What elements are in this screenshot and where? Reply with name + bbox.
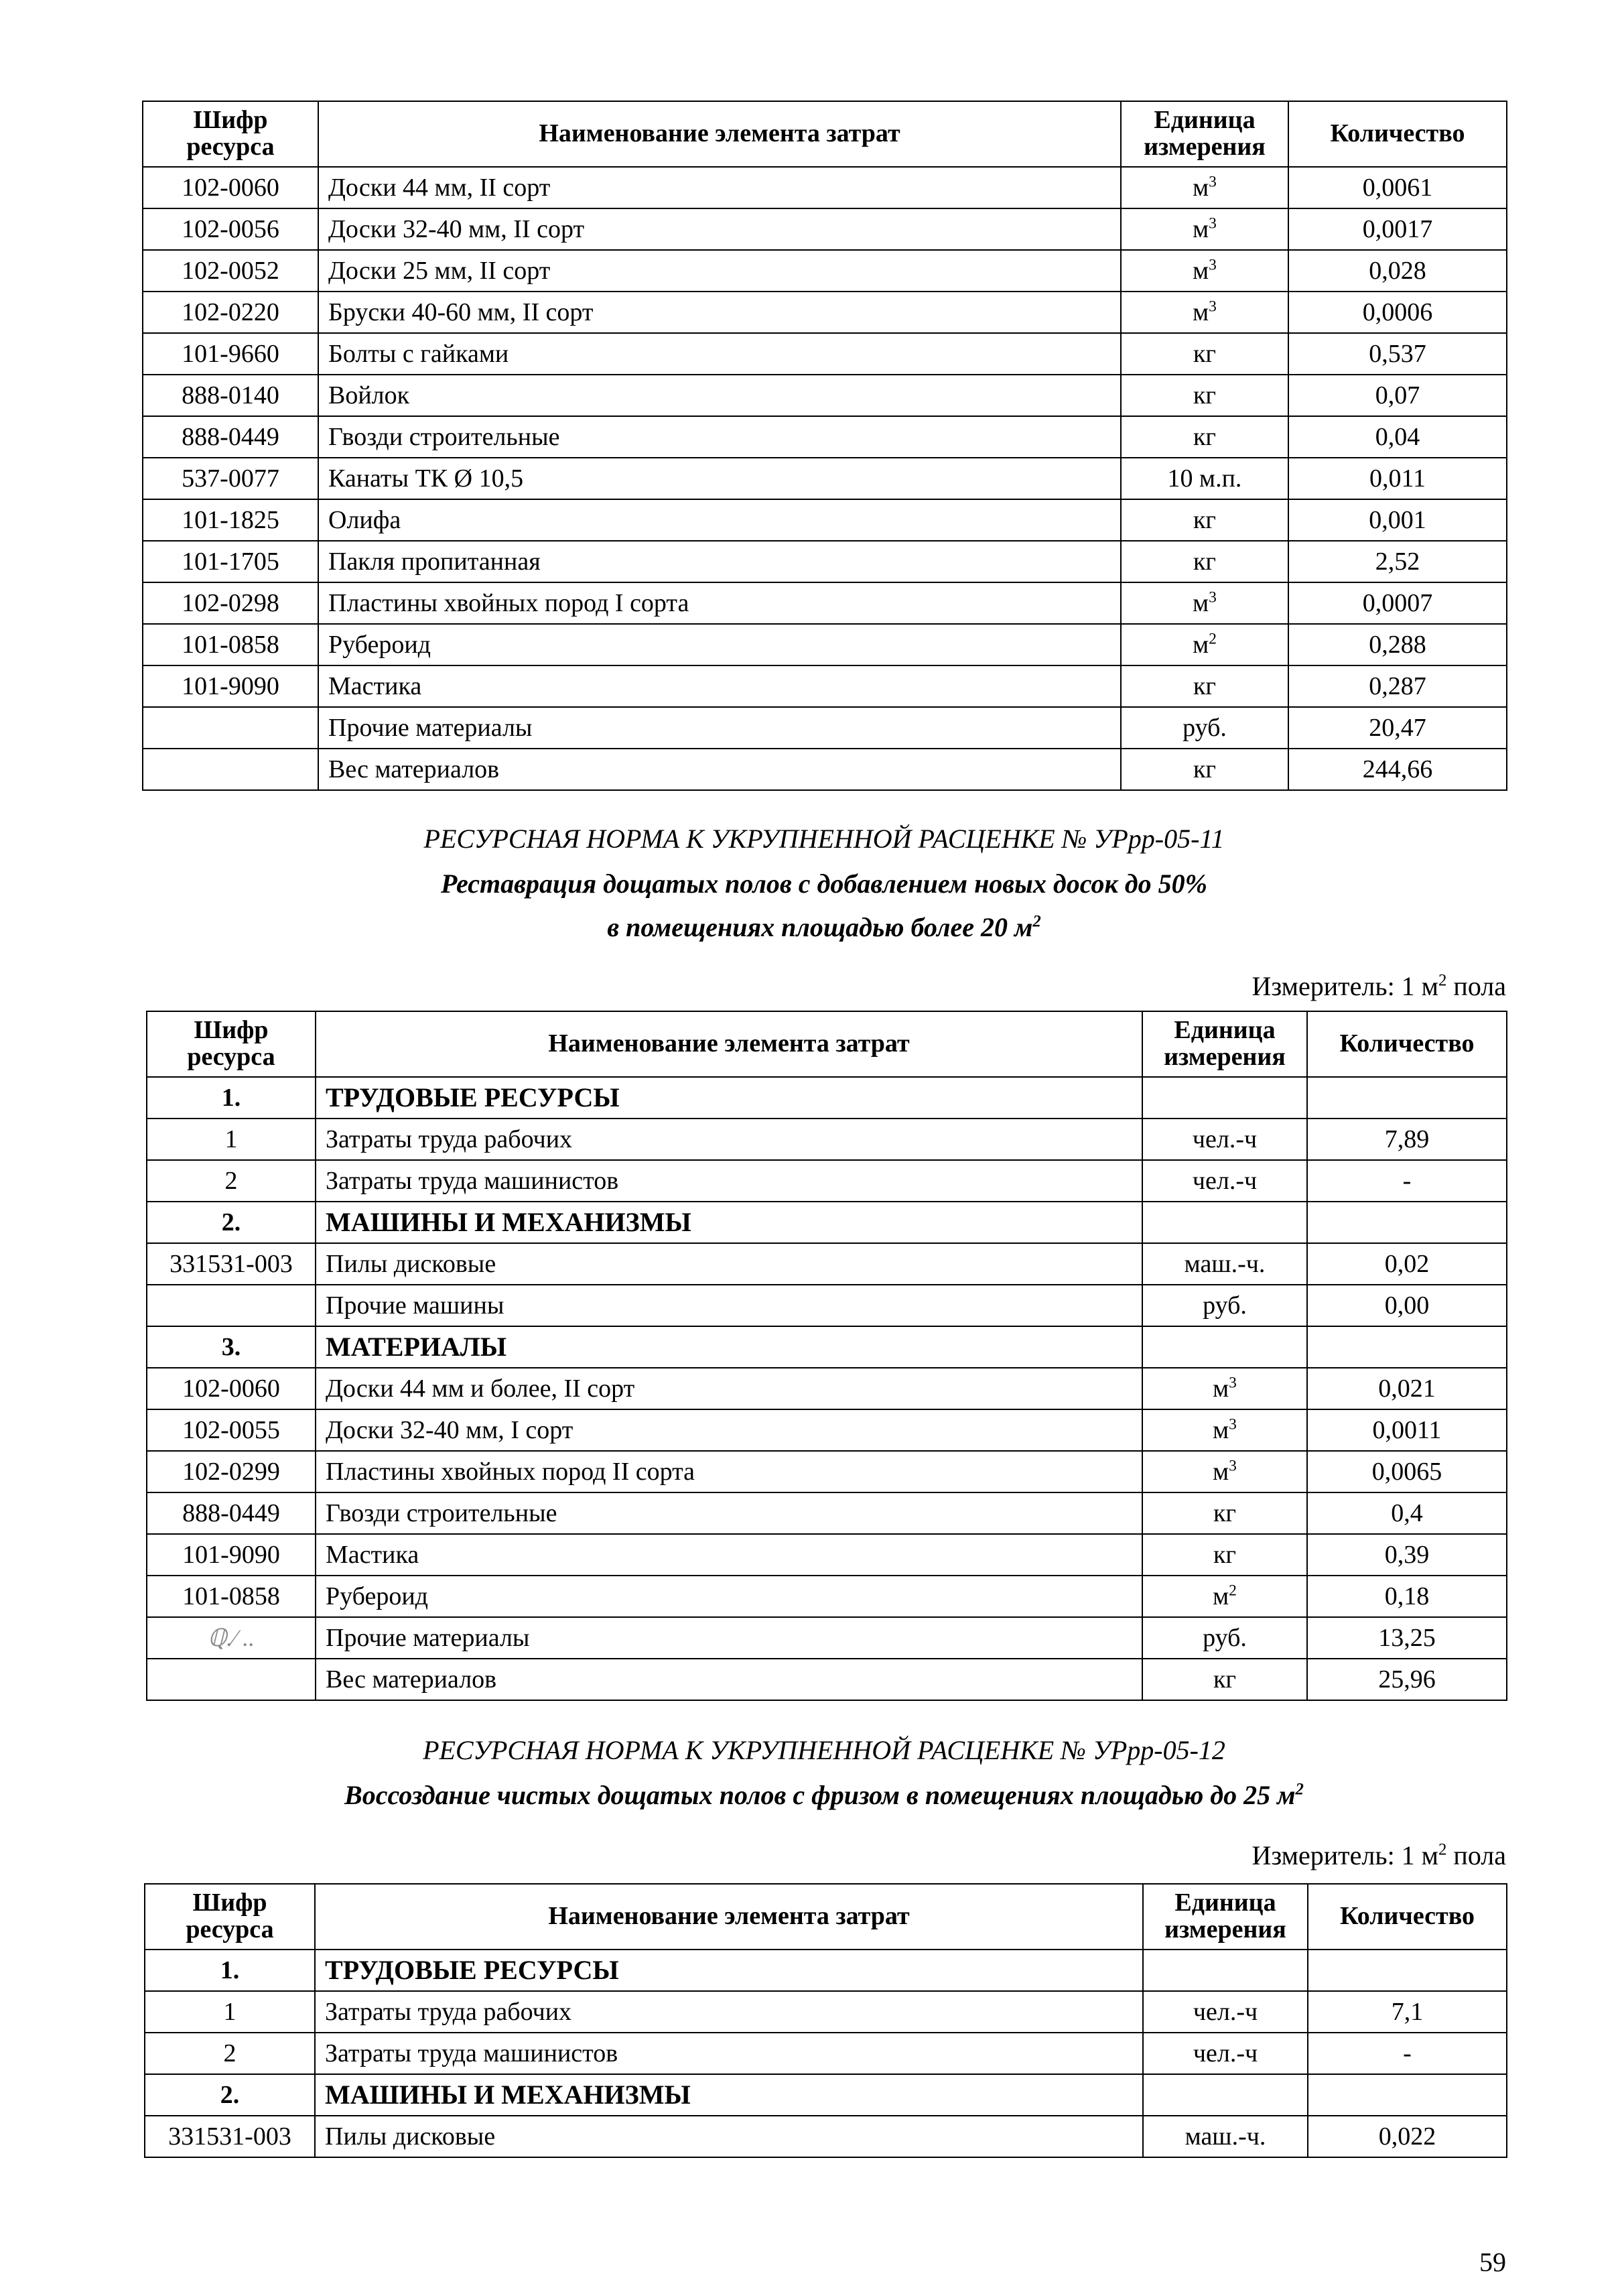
- section-row: [145, 2074, 1507, 2116]
- cell-qty: 0,0017: [1288, 208, 1507, 250]
- cell-qty: 13,25: [1307, 1617, 1507, 1659]
- table-row: [143, 541, 1507, 582]
- table-body: [143, 167, 1507, 790]
- cell-name: Вес материалов: [316, 1659, 1142, 1700]
- cell-code: 537-0077: [143, 458, 318, 499]
- table-body: [147, 1077, 1507, 1700]
- cell-code: [147, 1285, 316, 1326]
- cell-code: 101-9090: [143, 665, 318, 707]
- cell-code: 102-0052: [143, 250, 318, 292]
- table-row: [143, 375, 1507, 416]
- cell-unit: [1142, 1326, 1307, 1368]
- cell-code: 1.: [147, 1077, 316, 1119]
- table-row: [145, 2033, 1507, 2074]
- cell-unit: $м^3$: [1121, 582, 1288, 624]
- cell-unit: чел.-ч: [1142, 1160, 1307, 1202]
- cell-name: Доски 44 мм и более, II сорт: [316, 1368, 1142, 1409]
- cell-name: Прочие материалы: [316, 1617, 1142, 1659]
- table-row: [145, 2116, 1507, 2157]
- measurement-unit: Измеритель: 1 $м^2$ пола: [1252, 1840, 1506, 1870]
- table-row: [147, 1492, 1507, 1534]
- cell-name: Олифа: [318, 499, 1121, 541]
- cell-unit: кг: [1121, 416, 1288, 458]
- cell-qty: 0,0065: [1307, 1451, 1507, 1492]
- cell-code: 331531-003: [145, 2116, 315, 2157]
- cell-code: 101-0858: [143, 624, 318, 665]
- table-row: [143, 250, 1507, 292]
- cell-name: МАШИНЫ И МЕХАНИЗМЫ: [315, 2074, 1143, 2116]
- cell-code: 3.: [147, 1326, 316, 1368]
- cell-qty: 0,39: [1307, 1534, 1507, 1576]
- cell-qty: 0,07: [1288, 375, 1507, 416]
- cell-qty: 0,028: [1288, 250, 1507, 292]
- table-row: [143, 292, 1507, 333]
- cell-qty: 0,4: [1307, 1492, 1507, 1534]
- cell-name: Мастика: [316, 1534, 1142, 1576]
- cell-code: 102-0060: [147, 1368, 316, 1409]
- cell-name: Доски 32-40 мм, I сорт: [316, 1409, 1142, 1451]
- cell-unit: руб.: [1121, 707, 1288, 749]
- table-row: [147, 1243, 1507, 1285]
- cell-code: 102-0299: [147, 1451, 316, 1492]
- cell-qty: 244,66: [1288, 749, 1507, 790]
- cell-code: 101-9660: [143, 333, 318, 375]
- cell-code: 1.: [145, 1950, 315, 1991]
- norm-title-line-2: в помещениях площадью более 20 $м^2$: [607, 912, 1041, 942]
- cell-qty: 25,96: [1307, 1659, 1507, 1700]
- cell-unit: $м^3$: [1121, 250, 1288, 292]
- header-qty: Количество: [1307, 1011, 1507, 1077]
- cell-unit: кг: [1142, 1659, 1307, 1700]
- cell-qty: 0,001: [1288, 499, 1507, 541]
- section-row: [147, 1077, 1507, 1119]
- cell-name: Пластины хвойных пород I сорта: [318, 582, 1121, 624]
- resource-norm-heading: РЕСУРСНАЯ НОРМА К УКРУПНЕННОЙ РАСЦЕНКЕ № УРрр-05-11: [423, 824, 1225, 854]
- table-row: [143, 665, 1507, 707]
- cell-code: 102-0220: [143, 292, 318, 333]
- table-row: [145, 1991, 1507, 2033]
- cell-unit: [1143, 1950, 1308, 1991]
- cell-code: 888-0449: [147, 1492, 316, 1534]
- header-name: Наименование элемента затрат: [318, 101, 1121, 167]
- cell-qty: -: [1307, 1160, 1507, 1202]
- table-body: [145, 1950, 1507, 2157]
- table-row: [143, 707, 1507, 749]
- cell-unit: чел.-ч: [1143, 2033, 1308, 2074]
- cell-unit: $м^3$: [1121, 292, 1288, 333]
- cell-unit: кг: [1142, 1534, 1307, 1576]
- cell-unit: кг: [1142, 1492, 1307, 1534]
- cell-unit: кг: [1121, 333, 1288, 375]
- table-row: [147, 1576, 1507, 1617]
- cell-unit: кг: [1121, 665, 1288, 707]
- materials-table-continued: [142, 101, 1507, 791]
- cell-qty: 0,0006: [1288, 292, 1507, 333]
- section-row: [147, 1202, 1507, 1243]
- cell-code: 888-0140: [143, 375, 318, 416]
- cell-qty: 0,0007: [1288, 582, 1507, 624]
- cell-code: 1: [145, 1991, 315, 2033]
- cell-unit: $м^3$: [1142, 1368, 1307, 1409]
- cell-code: [143, 749, 318, 790]
- cell-unit: $м^2$: [1142, 1576, 1307, 1617]
- table-row: [143, 333, 1507, 375]
- cell-unit: руб.: [1142, 1617, 1307, 1659]
- cell-qty: 0,18: [1307, 1576, 1507, 1617]
- cell-code: 102-0056: [143, 208, 318, 250]
- header-code: Шифр ресурса: [145, 1884, 315, 1950]
- resource-norm-table-05-12: [144, 1883, 1507, 2158]
- cell-name: Гвозди строительные: [318, 416, 1121, 458]
- cell-qty: [1307, 1326, 1507, 1368]
- table-row: [147, 1160, 1507, 1202]
- cell-code: [143, 707, 318, 749]
- cell-qty: [1308, 2074, 1507, 2116]
- cell-unit: $м^3$: [1121, 208, 1288, 250]
- header-code: Шифр ресурса: [143, 101, 318, 167]
- cell-unit: руб.: [1142, 1285, 1307, 1326]
- header-qty: Количество: [1288, 101, 1507, 167]
- cell-code: 1: [147, 1119, 316, 1160]
- cell-name: Доски 25 мм, II сорт: [318, 250, 1121, 292]
- cell-qty: 0,537: [1288, 333, 1507, 375]
- cell-unit: $м^2$: [1121, 624, 1288, 665]
- cell-name: Пакля пропитанная: [318, 541, 1121, 582]
- table-row: [147, 1617, 1507, 1659]
- cell-unit: $м^3$: [1121, 167, 1288, 208]
- header-unit: Единица измерения: [1142, 1011, 1307, 1077]
- cell-qty: [1308, 1950, 1507, 1991]
- cell-qty: 0,022: [1308, 2116, 1507, 2157]
- cell-qty: 0,00: [1307, 1285, 1507, 1326]
- cell-name: Вес материалов: [318, 749, 1121, 790]
- table-header-row: [145, 1884, 1507, 1950]
- cell-unit: маш.-ч.: [1143, 2116, 1308, 2157]
- cell-name: Затраты труда рабочих: [315, 1991, 1143, 2033]
- cell-code: 102-0298: [143, 582, 318, 624]
- table-row: [143, 582, 1507, 624]
- cell-unit: чел.-ч: [1143, 1991, 1308, 2033]
- cell-code: 101-0858: [147, 1576, 316, 1617]
- table-row: [143, 749, 1507, 790]
- cell-unit: [1142, 1202, 1307, 1243]
- table-row: [143, 416, 1507, 458]
- cell-qty: [1307, 1077, 1507, 1119]
- cell-qty: 0,288: [1288, 624, 1507, 665]
- measurement-unit: Измеритель: 1 $м^2$ пола: [1252, 971, 1506, 1001]
- table-row: [147, 1451, 1507, 1492]
- cell-code: 2: [147, 1160, 316, 1202]
- cell-name: Болты с гайками: [318, 333, 1121, 375]
- cell-name: Доски 32-40 мм, II сорт: [318, 208, 1121, 250]
- cell-unit: кг: [1121, 541, 1288, 582]
- table-row: [147, 1534, 1507, 1576]
- table-row: [143, 499, 1507, 541]
- cell-qty: -: [1308, 2033, 1507, 2074]
- norm-title-line-1: Реставрация дощатых полов с добавлением новых досок до 50%: [441, 869, 1207, 899]
- cell-name: Рубероид: [318, 624, 1121, 665]
- cell-name: Доски 44 мм, II сорт: [318, 167, 1121, 208]
- cell-code: [147, 1659, 316, 1700]
- cell-unit: кг: [1121, 749, 1288, 790]
- cell-name: Прочие машины: [316, 1285, 1142, 1326]
- table-row: [147, 1285, 1507, 1326]
- cell-code: 102-0060: [143, 167, 318, 208]
- cell-unit: [1143, 2074, 1308, 2116]
- cell-code: 102-0055: [147, 1409, 316, 1451]
- cell-unit: [1142, 1077, 1307, 1119]
- cell-unit: кг: [1121, 375, 1288, 416]
- cell-code: 888-0449: [143, 416, 318, 458]
- header-name: Наименование элемента затрат: [315, 1884, 1143, 1950]
- table-header-row: [143, 101, 1507, 167]
- cell-code: 2.: [145, 2074, 315, 2116]
- header-unit: Единица измерения: [1143, 1884, 1308, 1950]
- cell-qty: [1307, 1202, 1507, 1243]
- cell-qty: 0,0061: [1288, 167, 1507, 208]
- cell-name: ТРУДОВЫЕ РЕСУРСЫ: [316, 1077, 1142, 1119]
- cell-name: Войлок: [318, 375, 1121, 416]
- cell-code: 331531-003: [147, 1243, 316, 1285]
- cell-qty: 20,47: [1288, 707, 1507, 749]
- cell-unit: маш.-ч.: [1142, 1243, 1307, 1285]
- cell-name: МАШИНЫ И МЕХАНИЗМЫ: [316, 1202, 1142, 1243]
- table-row: [147, 1659, 1507, 1700]
- cell-qty: 0,011: [1288, 458, 1507, 499]
- cell-code: 101-1705: [143, 541, 318, 582]
- norm-title-line-1: Воссоздание чистых дощатых полов с фризом в помещениях площадью до 25 $м^2$: [344, 1780, 1304, 1810]
- cell-qty: 0,0011: [1307, 1409, 1507, 1451]
- cell-name: Пилы дисковые: [315, 2116, 1143, 2157]
- handwritten-mark: ℚ.⁄ ..: [207, 1624, 255, 1651]
- cell-code: 101-9090: [147, 1534, 316, 1576]
- cell-name: Рубероид: [316, 1576, 1142, 1617]
- table-row: [147, 1119, 1507, 1160]
- header-qty: Количество: [1308, 1884, 1507, 1950]
- header-name: Наименование элемента затрат: [316, 1011, 1142, 1077]
- cell-name: Прочие материалы: [318, 707, 1121, 749]
- cell-name: ТРУДОВЫЕ РЕСУРСЫ: [315, 1950, 1143, 1991]
- cell-code: 101-1825: [143, 499, 318, 541]
- table-row: [147, 1409, 1507, 1451]
- cell-code: [147, 1617, 316, 1659]
- resource-norm-table-05-11: [146, 1011, 1507, 1701]
- cell-name: Канаты ТК Ø 10,5: [318, 458, 1121, 499]
- table-row: [147, 1368, 1507, 1409]
- cell-name: Гвозди строительные: [316, 1492, 1142, 1534]
- cell-qty: 0,02: [1307, 1243, 1507, 1285]
- cell-unit: $м^3$: [1142, 1451, 1307, 1492]
- section-row: [147, 1326, 1507, 1368]
- cell-code: 2.: [147, 1202, 316, 1243]
- cell-unit: 10 м.п.: [1121, 458, 1288, 499]
- cell-name: Бруски 40-60 мм, II сорт: [318, 292, 1121, 333]
- page-number: 59: [1479, 2247, 1506, 2277]
- cell-unit: кг: [1121, 499, 1288, 541]
- table-row: [143, 624, 1507, 665]
- cell-qty: 7,1: [1308, 1991, 1507, 2033]
- cell-name: Затраты труда рабочих: [316, 1119, 1142, 1160]
- cell-unit: чел.-ч: [1142, 1119, 1307, 1160]
- cell-qty: 0,04: [1288, 416, 1507, 458]
- cell-unit: $м^3$: [1142, 1409, 1307, 1451]
- cell-code: 2: [145, 2033, 315, 2074]
- cell-name: МАТЕРИАЛЫ: [316, 1326, 1142, 1368]
- section-row: [145, 1950, 1507, 1991]
- cell-name: Затраты труда машинистов: [315, 2033, 1143, 2074]
- table-header-row: [147, 1011, 1507, 1077]
- cell-qty: 7,89: [1307, 1119, 1507, 1160]
- cell-name: Пластины хвойных пород II сорта: [316, 1451, 1142, 1492]
- cell-qty: 0,287: [1288, 665, 1507, 707]
- resource-norm-heading: РЕСУРСНАЯ НОРМА К УКРУПНЕННОЙ РАСЦЕНКЕ № УРрр-05-12: [423, 1735, 1225, 1765]
- cell-qty: 2,52: [1288, 541, 1507, 582]
- cell-name: Затраты труда машинистов: [316, 1160, 1142, 1202]
- table-row: [143, 208, 1507, 250]
- cell-name: Пилы дисковые: [316, 1243, 1142, 1285]
- table-row: [143, 458, 1507, 499]
- header-unit: Единица измерения: [1121, 101, 1288, 167]
- header-code: Шифр ресурса: [147, 1011, 316, 1077]
- table-row: [143, 167, 1507, 208]
- cell-qty: 0,021: [1307, 1368, 1507, 1409]
- cell-name: Мастика: [318, 665, 1121, 707]
